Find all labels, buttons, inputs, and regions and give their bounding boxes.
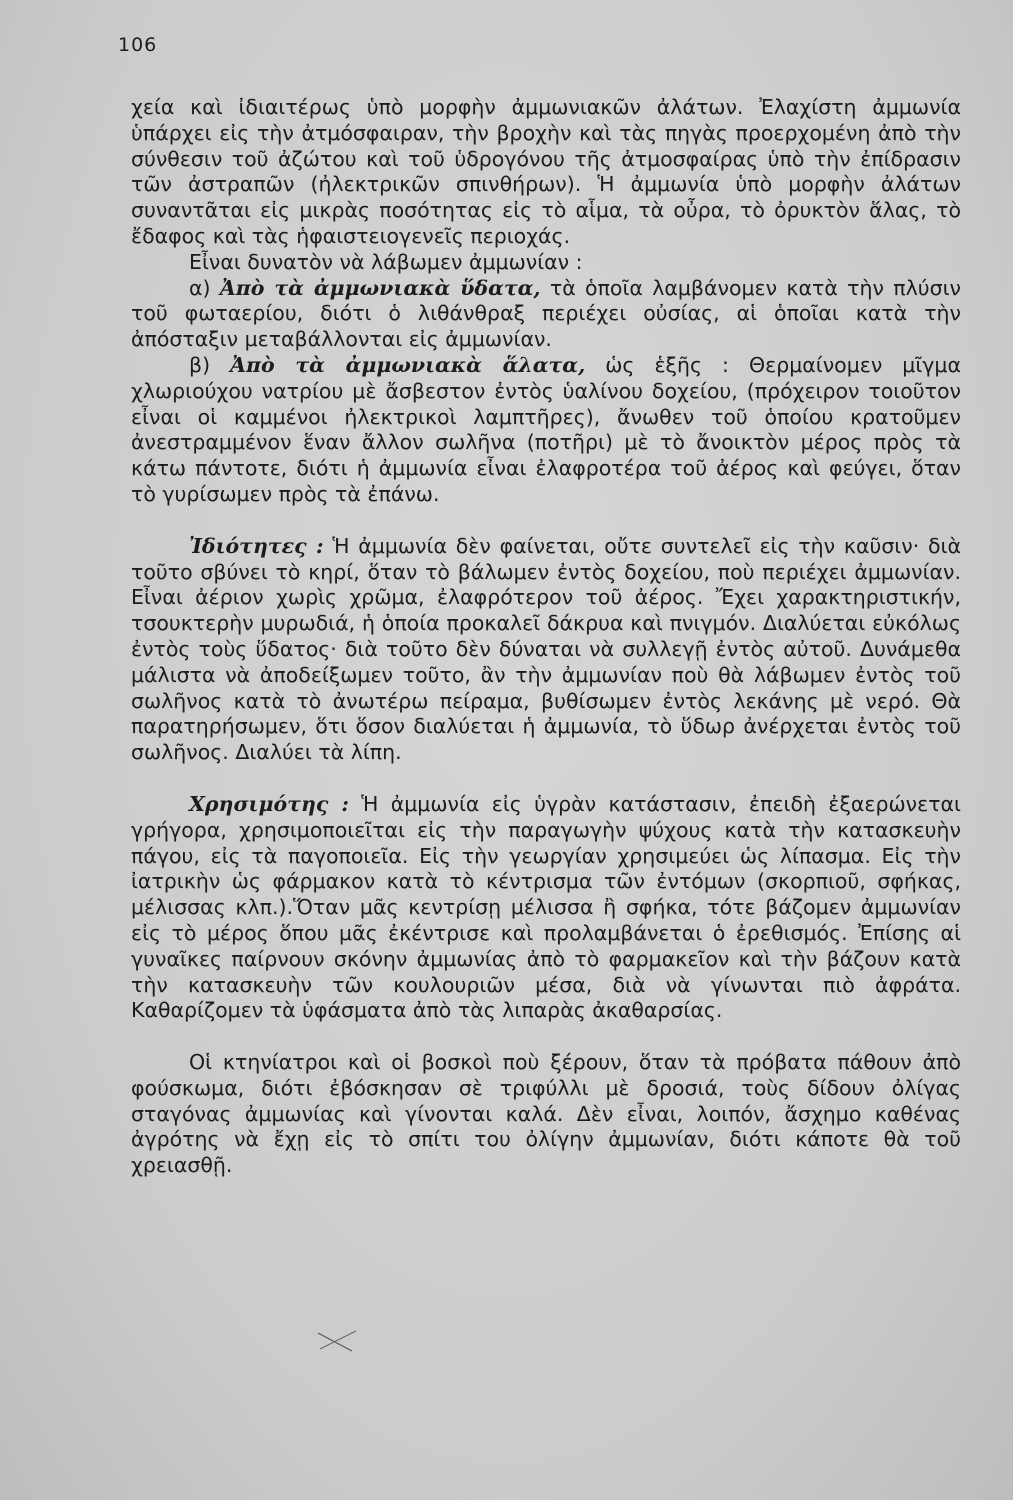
list-label-a: α) — [189, 275, 211, 300]
pencil-mark-icon — [312, 1325, 362, 1355]
paragraph-veterinary: Οἱ κτηνίατροι καὶ οἱ βοσκοὶ ποὺ ξέρουν, ὅταν τὰ πρόβατα πάθουν ἀπὸ φούσκωμα, διότι ἐβόσκησαν σὲ τριφύλλι μὲ δροσιά, τοὺς δίδουν ὀλίγας σταγόνας ἀμμωνίας καὶ γίνονται καλά. Δὲν εἶναι, λοιπόν, ἄσχημο καθένας ἀγρότης νὰ ἔχῃ εἰς τὸ σπίτι του ὀλίγην ἀμμωνίαν, διότι κάποτε θὰ τοῦ χρειασθῇ. — [131, 1050, 961, 1178]
body-text — [131, 95, 961, 1179]
paragraph-sources: χεία καὶ ἰδιαιτέρως ὑπὸ μορφὴν ἀμμωνιακῶν ἀλάτων. Ἐλαχίστη ἀμμωνία ὑπάρχει εἰς τὴν ἀτμόσφαιραν, τὴν βροχὴν καὶ τὰς πηγὰς προερχομένη ἀπὸ τὴν σύνθεσιν τοῦ ἀζώτου καὶ τοῦ ὑδρογόνου τῆς ἀτμοσφαίρας ὑπὸ τὴν ἐπίδρασιν τῶν ἀστραπῶν (ἠλεκτρικῶν σπινθήρων). Ἡ ἀμμωνία ὑπὸ μορφὴν ἀλάτων συναντᾶται εἰς μικρὰς ποσότητας εἰς τὸ αἷμα, τὰ οὖρα, τὸ ὀρυκτὸν ἅλας, τὸ ἔδαφος καὶ τὰς ἡφαιστειογενεῖς περιοχάς. — [131, 95, 961, 248]
paragraph-method-a — [131, 276, 961, 353]
paragraph-obtaining-intro: Εἶναι δυνατὸν νὰ λάβωμεν ἀμμωνίαν : — [189, 249, 583, 274]
properties-heading: Ἰδιότητες : — [189, 533, 324, 558]
uses-text: Ἡ ἀμμωνία εἰς ὑγρὰν κατάστασιν, ἐπειδὴ ἐξαερώνεται γρήγορα, χρησιμοποιεῖται εἰς τὴν παραγωγὴν ψύχους κατὰ τὴν κατασκευὴν πάγου, εἰς τὰ παγοποιεῖα. Εἰς τὴν γεωργίαν χρησιμεύει ὡς λίπασμα. Εἰς τὴν ἰατρικὴν ὡς φάρμακον κατὰ τὸ κέντρισμα τῶν ἐντόμων (σκορπιοῦ, σφήκας, μέλισσας κλπ.).Ὅταν μᾶς κεντρίσῃ μέλισσα ἢ σφήκα, τότε βάζομεν ἀμμωνίαν εἰς τὸ μέρος ὅπου μᾶς ἐκέντρισε καὶ προλαμβάνεται ὁ ἐρεθισμός. Ἐπίσης αἱ γυναῖκες παίρνουν σκόνην ἀμμωνίας ἀπὸ τὸ φαρμακεῖον καὶ τὴν βάζουν κατὰ τὴν κατασκευὴν τῶν κουλουριῶν μέσα, διὰ νὰ γίνωνται πιὸ ἀφράτα. Καθαρίζομεν τὰ ὑφάσματα ἀπὸ τὰς λιπαρὰς ἀκαθαρσίας. — [131, 791, 961, 1023]
paragraph-properties — [131, 534, 961, 766]
method-a-text: τὰ ὁποῖα λαμβάνομεν κατὰ τὴν πλύσιν τοῦ φωταερίου, διότι ὁ λιθάνθραξ περιέχει οὐσίας, αἱ ὁποῖαι κατὰ τὴν ἀπόσταξιν μεταβάλλονται εἰς ἀμμωνίαν. — [131, 275, 961, 352]
page-number: 106 — [118, 34, 158, 56]
method-b-text: ὡς ἑξῆς : Θερμαίνομεν μῖγμα χλωριούχου νατρίου μὲ ἄσβεστον ἐντὸς ὑαλίνου δοχείου, (πρόχειρον τοιοῦτον εἶναι οἱ καμμένοι ἠλεκτρικοὶ λαμπτῆρες), ἄνωθεν τοῦ ὁποίου κρατοῦμεν ἀνεστραμμένον ἕναν ἄλλον σωλῆνα (ποτῆρι) μὲ τὸ ἄνοικτὸν μέρος πρὸς τὰ κάτω πάντοτε, διότι ἡ ἀμμωνία εἶναι ἐλαφροτέρα τοῦ ἀέρος καὶ φεύγει, ὅταν τὸ γυρίσωμεν πρὸς τὰ ἐπάνω. — [131, 352, 961, 506]
paragraph-uses — [131, 792, 961, 1024]
list-label-b: β) — [189, 352, 211, 377]
method-a-heading: Ἀπὸ τὰ ἀμμωνιακὰ ὕδατα, — [219, 275, 541, 300]
properties-text: Ἡ ἀμμωνία δὲν φαίνεται, οὔτε συντελεῖ εἰς τὴν καῦσιν· διὰ τοῦτο σβύνει τὸ κηρί, ὅταν τὸ βάλωμεν ἐντὸς δοχείου, ποὺ περιέχει ἀμμωνίαν. Εἶναι ἀέριον χωρὶς χρῶμα, ἐλαφρότερον τοῦ ἀέρος. Ἔχει χαρακτηριστικήν, τσουκτερὴν μυρωδιά, ἡ ὁποία προκαλεῖ δάκρυα καὶ πνιγμόν. Διαλύεται εὐκόλως ἐντὸς τοὺς ὕδατος· διὰ τοῦτο δὲν δύναται νὰ συλλεγῇ ἐντὸς αὐτοῦ. Δυνάμεθα μάλιστα νὰ ἀποδείξωμεν τοῦτο, ἂν τὴν ἀμμωνίαν ποὺ θὰ λάβωμεν ἐντὸς τοῦ σωλῆνος κατὰ τὸ ἀνωτέρω πείραμα, βυθίσωμεν ἐντὸς λεκάνης μὲ νερό. Θὰ παρατηρήσωμεν, ὅτι ὅσον διαλύεται ἡ ἀμμωνία, τὸ ὕδωρ ἀνέρχεται ἐντὸς τοῦ σωλῆνος. Διαλύει τὰ λίπη. — [131, 533, 961, 765]
uses-heading: Χρησιμότης : — [189, 791, 349, 816]
paragraph-method-b — [131, 353, 961, 508]
method-b-heading: Ἀπὸ τὰ ἀμμωνιακὰ ἅλατα, — [230, 352, 586, 377]
